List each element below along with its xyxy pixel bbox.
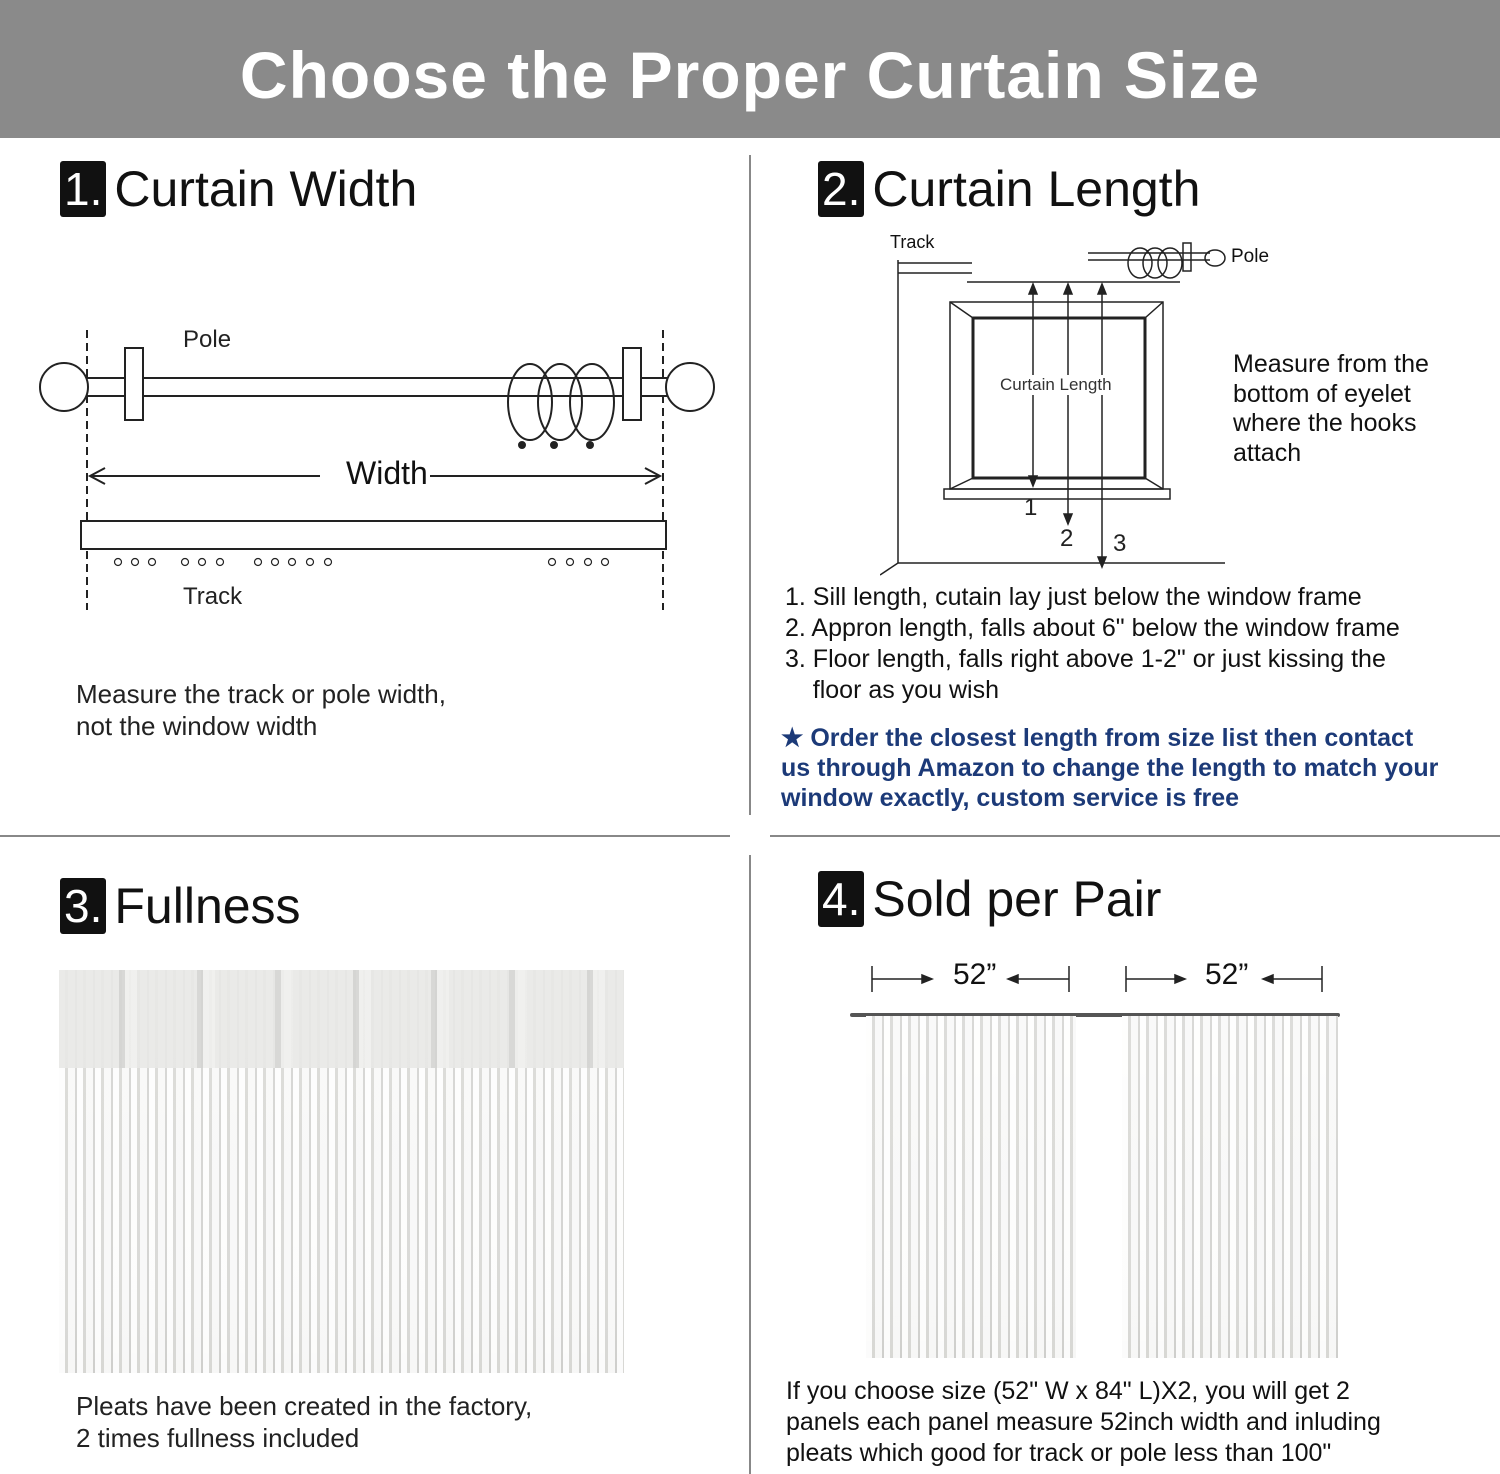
section-fullness-title — [60, 877, 301, 935]
divider — [770, 835, 1500, 837]
pole-finial-icon — [40, 363, 88, 411]
section-title: Curtain Width — [114, 161, 418, 217]
section-title: Sold per Pair — [872, 871, 1162, 927]
panel-width-label: 52” — [953, 958, 997, 991]
pole-label: Pole — [1231, 246, 1270, 267]
curtain-panel-photo — [1122, 1016, 1338, 1358]
length-option-2-label: 2 — [1060, 525, 1074, 552]
section-title: Curtain Length — [872, 161, 1201, 217]
track-label: Track — [183, 583, 243, 610]
section-number: 2. — [818, 161, 864, 217]
length-options-list: 1. Sill length, cutain lay just below the window frame 2. Appron length, falls about 6" below the window frame 3. Floor length, falls right above 1-2" or just kissing the floor as you wish — [785, 583, 1400, 704]
custom-length-note: ★ Order the closest length from size list then contact us through Amazon to change the length to match your window exactly, custom service is free — [781, 724, 1439, 812]
page-title: Choose the Proper Curtain Size — [0, 0, 1500, 138]
section-title: Fullness — [114, 878, 301, 934]
divider — [749, 155, 751, 815]
length-option-3-label: 3 — [1113, 530, 1127, 557]
fullness-description: Pleats have been created in the factory, 2 times fullness included — [76, 1391, 533, 1453]
length-option-1-label: 1 — [1024, 494, 1038, 521]
section-curtain-width-title — [60, 160, 417, 218]
pole-label: Pole — [183, 326, 232, 353]
section-number: 4. — [818, 871, 864, 927]
section-number: 1. — [60, 161, 106, 217]
curtain-length-label: Curtain Length — [1000, 375, 1112, 394]
section-curtain-length-title — [818, 160, 1200, 218]
panel-width-label: 52” — [1205, 958, 1249, 991]
width-label: Width — [346, 455, 428, 491]
section-sold-per-pair-title — [818, 870, 1161, 928]
pleated-curtain-photo — [59, 970, 624, 1373]
divider — [749, 855, 751, 1474]
width-description: Measure the track or pole width, not the window width — [76, 679, 446, 741]
track-label: Track — [890, 232, 935, 252]
measure-note: Measure from the bottom of eyelet where the hooks attach — [1233, 350, 1429, 467]
pole-finial-icon — [666, 363, 714, 411]
curtain-panel-photo — [866, 1016, 1076, 1358]
panel-width-arrows — [860, 960, 1340, 1000]
pair-description: If you choose size (52" W x 84" L)X2, you will get 2 panels each panel measure 52inch width and inluding pleats which good for track or pole less than 100" — [786, 1377, 1381, 1467]
section-number: 3. — [60, 878, 106, 934]
divider — [0, 835, 730, 837]
